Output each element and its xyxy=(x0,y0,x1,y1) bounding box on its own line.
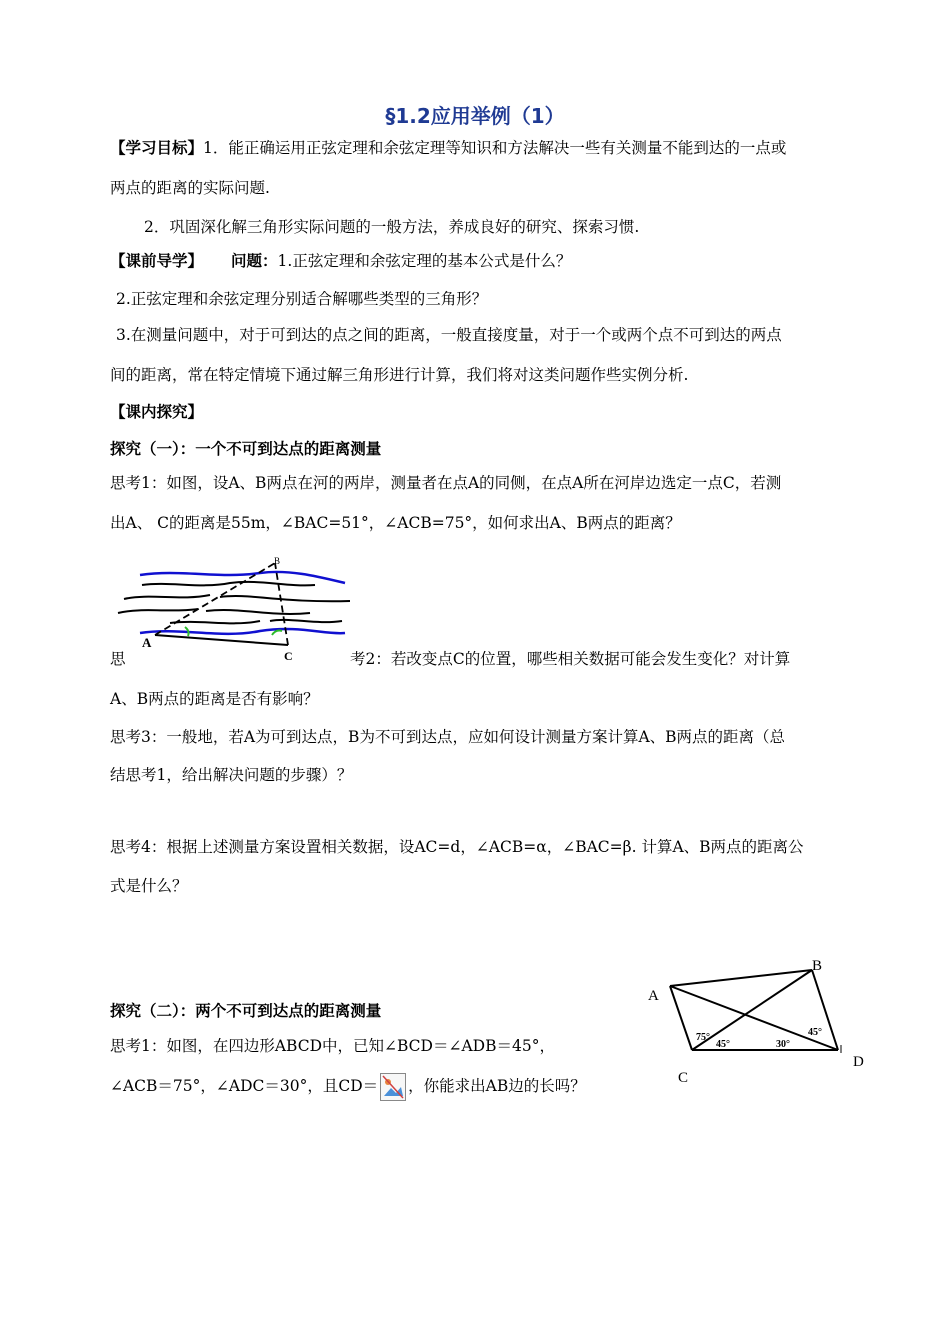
goals-line-1 xyxy=(110,138,786,158)
quad-label-d: D xyxy=(853,1054,864,1070)
current-line xyxy=(220,596,350,601)
current-line xyxy=(170,621,260,623)
river-label-b: B xyxy=(274,556,281,566)
line-cb xyxy=(275,563,288,645)
goals-label: 【学习目标】 xyxy=(110,139,204,157)
current-line xyxy=(270,620,342,622)
preview-q1: 1.正弦定理和余弦定理的基本公式是什么？ xyxy=(277,252,572,270)
preview-line-1 xyxy=(110,251,571,271)
angle-mark-c xyxy=(272,631,282,636)
question-label: 问题： xyxy=(231,252,278,270)
river-label-c: C xyxy=(284,649,293,660)
angle-label-45-c: 45° xyxy=(716,1039,730,1050)
river-figure xyxy=(110,555,350,660)
preview-q3-line2: 间的距离，常在特定情境下通过解三角形进行计算，我们将对这类问题作些实例分析. xyxy=(110,366,689,384)
explore1-think2-line1: 考2：若改变点C的位置，哪些相关数据可能会发生变化？对计算 xyxy=(350,650,791,668)
preview-q3-line1: 3.在测量问题中，对于可到达的点之间的距离，一般直接度量，对于一个或两个点不可到达的两点 xyxy=(116,326,782,344)
quad-label-a: A xyxy=(648,988,659,1004)
cd-value-image-icon xyxy=(380,1073,406,1101)
river-label-a: A xyxy=(142,635,152,650)
edge-ac xyxy=(670,986,692,1050)
edge-bd xyxy=(812,970,838,1050)
inclass-label: 【课内探究】 xyxy=(110,403,204,421)
angle-label-75: 75° xyxy=(696,1032,710,1043)
explore1-think2-line2: A、B两点的距离是否有影响？ xyxy=(110,690,319,708)
explore1-think1-line2: 出A、 C的距离是55m，∠BAC=51°，∠ACB=75°，如何求出A、B两点的距离？ xyxy=(110,514,681,532)
preview-q2: 2.正弦定理和余弦定理分别适合解哪些类型的三角形？ xyxy=(116,290,488,308)
goals-item1-line1: 1．能正确运用正弦定理和余弦定理等知识和方法解决一些有关测量不能到达的一点或 xyxy=(203,139,787,157)
explore1-heading: 探究（一）：一个不可到达点的距离测量 xyxy=(110,440,382,458)
explore2-think1-line2-b: ，你能求出AB边的长吗？ xyxy=(408,1077,586,1095)
page-title: §1.2应用举例（1） xyxy=(385,104,565,128)
explore2-think1-line2 xyxy=(110,1073,586,1101)
explore2-heading: 探究（二）：两个不可到达点的距离测量 xyxy=(110,1002,382,1020)
explore1-think4-line2: 式是什么？ xyxy=(110,877,188,895)
line-ac xyxy=(155,635,288,645)
explore2-think1-line2-a: ∠ACB＝75°，∠ADC＝30°，且CD＝ xyxy=(110,1077,379,1095)
explore2-think1-line1: 思考1：如图，在四边形ABCD中，已知∠BCD＝∠ADB＝45°， xyxy=(110,1037,555,1055)
current-line xyxy=(118,609,198,613)
explore1-think2-prefix: 思 xyxy=(110,650,126,668)
explore1-think4-line1: 思考4：根据上述测量方案设置相关数据，设AC=d，∠ACB=α，∠BAC=β. 计算A、B两点的距离公 xyxy=(110,838,804,856)
angle-label-45-d: 45° xyxy=(808,1027,822,1038)
current-line xyxy=(206,610,310,614)
goals-item2: 2．巩固深化解三角形实际问题的一般方法，养成良好的研究、探索习惯. xyxy=(144,218,640,236)
goals-item1-line2: 两点的距离的实际问题. xyxy=(110,179,270,197)
quad-label-c: C xyxy=(678,1070,689,1086)
quadrilateral-figure xyxy=(640,950,875,1090)
quad-label-b: B xyxy=(812,958,823,974)
current-line xyxy=(142,582,315,585)
explore1-think3-line1: 思考3：一般地，若A为可到达点，B为不可到达点，应如何设计测量方案计算A、B两点的距离（总 xyxy=(110,728,786,746)
preview-label: 【课前导学】 xyxy=(110,252,204,270)
explore1-think3-line2: 结思考1，给出解决问题的步骤）？ xyxy=(110,766,353,784)
river-bank-bottom xyxy=(140,629,345,634)
current-line xyxy=(124,595,210,599)
angle-label-30: 30° xyxy=(776,1039,790,1050)
explore1-think1-line1: 思考1：如图，设A、B两点在河的两岸，测量者在点A的同侧，在点A所在河岸边选定一点C，若测 xyxy=(110,474,782,492)
